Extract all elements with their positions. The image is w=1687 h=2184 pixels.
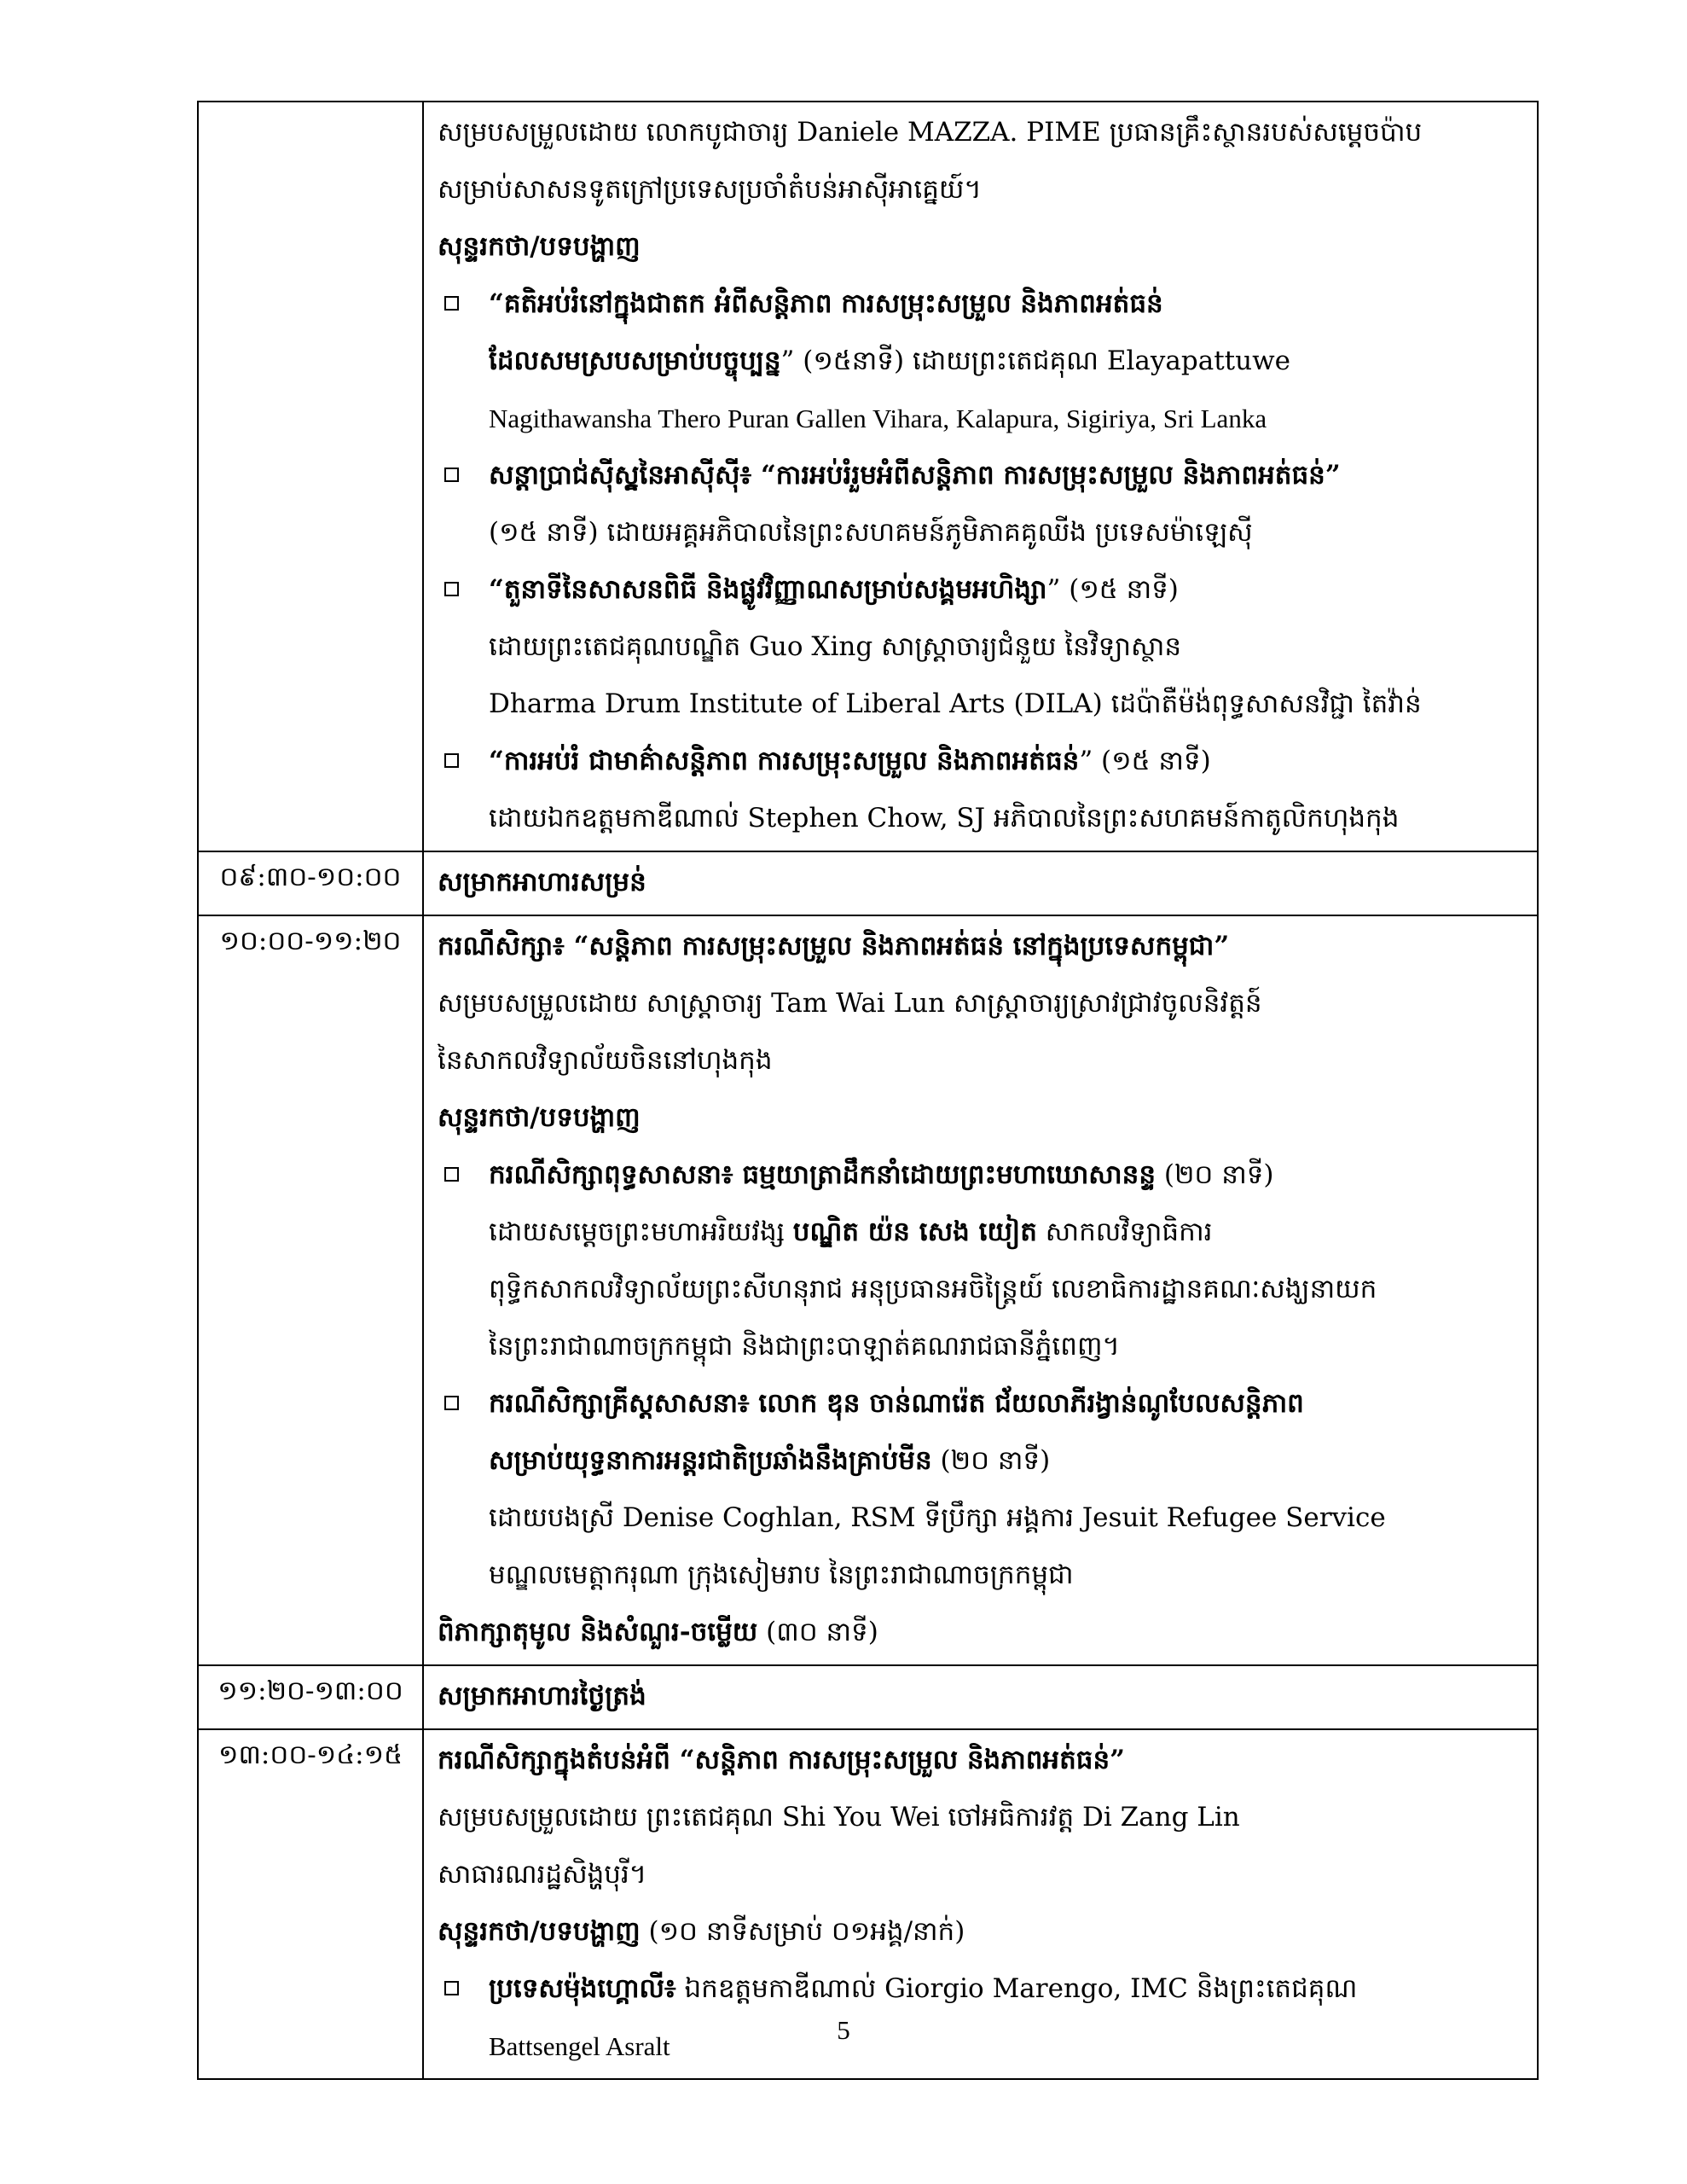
- moderator-line: នៃសាកលវិទ្យាល័យចិននៅហុងកុង: [438, 1045, 773, 1076]
- speaker-name: បណ្ឌិត យ៉ន សេង យៀត: [792, 1217, 1037, 1247]
- item-detail: (១៥ នាទី) ដោយអគ្គអភិបាលនៃព្រះសហគមន៍ភូមិភាគគូឈីង ប្រទេសម៉ាឡេស៊ី: [489, 517, 1253, 548]
- item-detail: ពុទ្ធិកសាកលវិទ្យាល័យព្រះសីហនុរាជ អនុប្រធានអចិន្ត្រៃយ៍ លេខាធិការដ្ឋានគណៈសង្ឃនាយក: [489, 1274, 1377, 1304]
- page-number: 5: [837, 2015, 850, 2045]
- checkbox-icon: [444, 296, 459, 311]
- schedule-table: [197, 101, 1539, 2080]
- checkbox-icon: [444, 753, 459, 768]
- item-detail: មណ្ឌលមេត្តាករុណា ក្រុងសៀមរាប នៃព្រះរាជាណាចក្រកម្ពុជា: [489, 1560, 1074, 1590]
- item-title: ករណីសិក្សាពុទ្ធសាសនា៖ ធម្មយាត្រាដឹកនាំដោយព្រះមហាឃោសានន្ទ: [489, 1159, 1157, 1190]
- item-title: “គតិអប់រំនៅក្នុងជាតក អំពីសន្តិភាព ការសម្រុះសម្រួល និងភាពអត់ធន់: [489, 288, 1163, 319]
- agenda-item: [438, 1375, 1528, 1604]
- schedule-row: [198, 851, 1538, 915]
- section-heading: សុន្ទរកថា/បទបង្ហាញ: [438, 1102, 641, 1133]
- item-detail: Battsengel Asralt: [489, 2031, 670, 2061]
- time-cell: ១១:២០-១៣:០០: [198, 1665, 423, 1729]
- session-cell: [423, 851, 1538, 915]
- checkbox-icon: [444, 1981, 459, 1995]
- item-detail: ” (១៥ នាទី): [1079, 746, 1211, 776]
- schedule-row: [198, 915, 1538, 1665]
- schedule-row: [198, 102, 1538, 851]
- checkbox-icon: [444, 582, 459, 596]
- item-detail: Dharma Drum Institute of Liberal Arts (DILA) ដេប៉ាតឺម៉ង់ពុទ្ធសាសនវិជ្ជា តៃវ៉ាន់: [489, 688, 1422, 719]
- agenda-item: [438, 447, 1528, 561]
- item-title: ករណីសិក្សាគ្រីស្តសាសនា៖ លោក ឌុន ចាន់ណារ៉េត ជ័យលាភីរង្វាន់ណូបែលសន្តិភាព: [489, 1388, 1304, 1419]
- checkbox-icon: [444, 1167, 459, 1182]
- item-title: សន្តាប្រាជ់ស៊ីស្ត្ននៃអាស៊ីស៊ី៖ “ការអប់រំរួមអំពីសន្តិភាព ការសម្រុះសម្រួល និងភាពអត់ធន់”: [489, 460, 1341, 491]
- item-detail: ដោយសម្តេចព្រះមហាអរិយវង្ស: [489, 1217, 793, 1247]
- item-detail: ” (១៥នាទី) ដោយព្រះតេជគុណ Elayapattuwe: [780, 346, 1290, 376]
- section-heading: សុន្ទរកថា/បទបង្ហាញ: [438, 231, 641, 262]
- roundtable-label: ពិភាក្សាតុមូល និងសំណួរ-ចម្លើយ: [438, 1617, 758, 1647]
- time-cell: ០៩:៣០-១០:០០: [198, 851, 423, 915]
- moderator-line: សាធារណរដ្ឋសិង្ហបុរី។: [438, 1859, 647, 1890]
- session-title: សម្រាកអាហារថ្ងៃត្រង់: [438, 1681, 646, 1711]
- item-detail: ” (១៥ នាទី): [1046, 574, 1179, 605]
- checkbox-icon: [444, 468, 459, 482]
- schedule-row: [198, 1665, 1538, 1729]
- item-detail: ដោយឯកឧត្តមកាឌីណាល់ Stephen Chow, SJ អភិបាលនៃព្រះសហគមន៍កាតូលិកហុងកុង: [489, 803, 1400, 834]
- item-detail: Nagithawansha Thero Puran Gallen Vihara, Kalapura, Sigiriya, Sri Lanka: [489, 404, 1267, 433]
- session-title: ករណីសិក្សាក្នុងតំបន់អំពី: [438, 1745, 680, 1775]
- moderator-line: សម្របសម្រួលដោយ ព្រះតេជគុណ Shi You Wei ចៅអធិការវត្ត Di Zang Lin: [438, 1802, 1240, 1833]
- item-detail: នៃព្រះរាជាណាចក្រកម្ពុជា និងជាព្រះបាឡាត់គណរាជធានីភ្នំពេញ។: [489, 1331, 1120, 1362]
- section-heading: សុន្ទរកថា/បទបង្ហាញ: [438, 1916, 641, 1947]
- session-title: សម្រាកអាហារសម្រន់: [438, 867, 646, 897]
- roundtable-duration: (៣០ នាទី): [757, 1617, 878, 1647]
- moderator-line: សម្រាប់សាសនទូតក្រៅប្រទេសប្រចាំតំបន់អាស៊ីអាគ្នេយ៍។: [438, 174, 982, 205]
- session-title: ករណីសិក្សា៖ “សន្តិភាព ការសម្រុះសម្រួល និងភាពអត់ធន់ នៅក្នុងប្រទេសកម្ពុជា”: [438, 931, 1230, 961]
- session-cell: [423, 1665, 1538, 1729]
- agenda-item: [438, 1147, 1528, 1375]
- item-title: សម្រាប់យុទ្ធនាការអន្តរជាតិប្រឆាំងនឹងគ្រាប់មីន: [489, 1445, 932, 1476]
- item-detail: សាកលវិទ្យាធិការ: [1036, 1217, 1213, 1247]
- time-cell: ១០:០០-១១:២០: [198, 915, 423, 1665]
- moderator-line: សម្របសម្រួលដោយ លោកបូជាចារ្យ Daniele MAZZA. PIME ប្រធានគ្រឹះស្ថានរបស់សម្តេចប៉ាប: [438, 117, 1423, 148]
- agenda-item: [438, 561, 1528, 733]
- item-detail: ដោយព្រះតេជគុណបណ្ឌិត Guo Xing សាស្ត្រាចារ្យជំនួយ នៃវិទ្យាស្ថាន: [489, 631, 1182, 662]
- agenda-item: [438, 733, 1528, 847]
- time-cell: [198, 102, 423, 851]
- checkbox-icon: [444, 1396, 459, 1410]
- item-detail: ដោយបងស្រី Denise Coghlan, RSM ទីប្រឹក្សា អង្គការ Jesuit Refugee Service: [489, 1502, 1386, 1533]
- item-detail: ឯកឧត្តមកាឌីណាល់ Giorgio Marengo, IMC និងព្រះតេជគុណ: [675, 1973, 1358, 2004]
- item-detail: (២០ នាទី): [1156, 1159, 1274, 1190]
- moderator-line: សម្របសម្រួលដោយ សាស្ត្រាចារ្យ Tam Wai Lun សាស្ត្រាចារ្យស្រាវជ្រាវចូលនិវត្តន៍: [438, 988, 1262, 1019]
- item-title: “ការអប់រំ ជាមាគ៌ាសន្តិភាព ការសម្រុះសម្រួល និងភាពអត់ធន់: [489, 746, 1080, 776]
- session-cell: [423, 915, 1538, 1665]
- item-title: “តួនាទីនៃសាសនពិធី និងផ្លូវវិញ្ញាណសម្រាប់សង្គមអហិង្សា: [489, 574, 1047, 605]
- agenda-item: [438, 276, 1528, 447]
- session-cell: [423, 102, 1538, 851]
- item-detail: (២០ នាទី): [931, 1445, 1051, 1476]
- session-title-quote: “សន្តិភាព ការសម្រុះសម្រួល និងភាពអត់ធន់”: [679, 1745, 1125, 1775]
- section-heading-note: (១០ នាទីសម្រាប់ ០១អង្គ/នាក់): [640, 1916, 965, 1947]
- time-cell: ១៣:០០-១៤:១៥: [198, 1729, 423, 2079]
- item-title: ដែលសមស្របសម្រាប់បច្ចុប្បន្ន: [489, 346, 781, 376]
- item-title: ប្រទេសម៉ុងហ្គោលី៖: [489, 1973, 676, 2004]
